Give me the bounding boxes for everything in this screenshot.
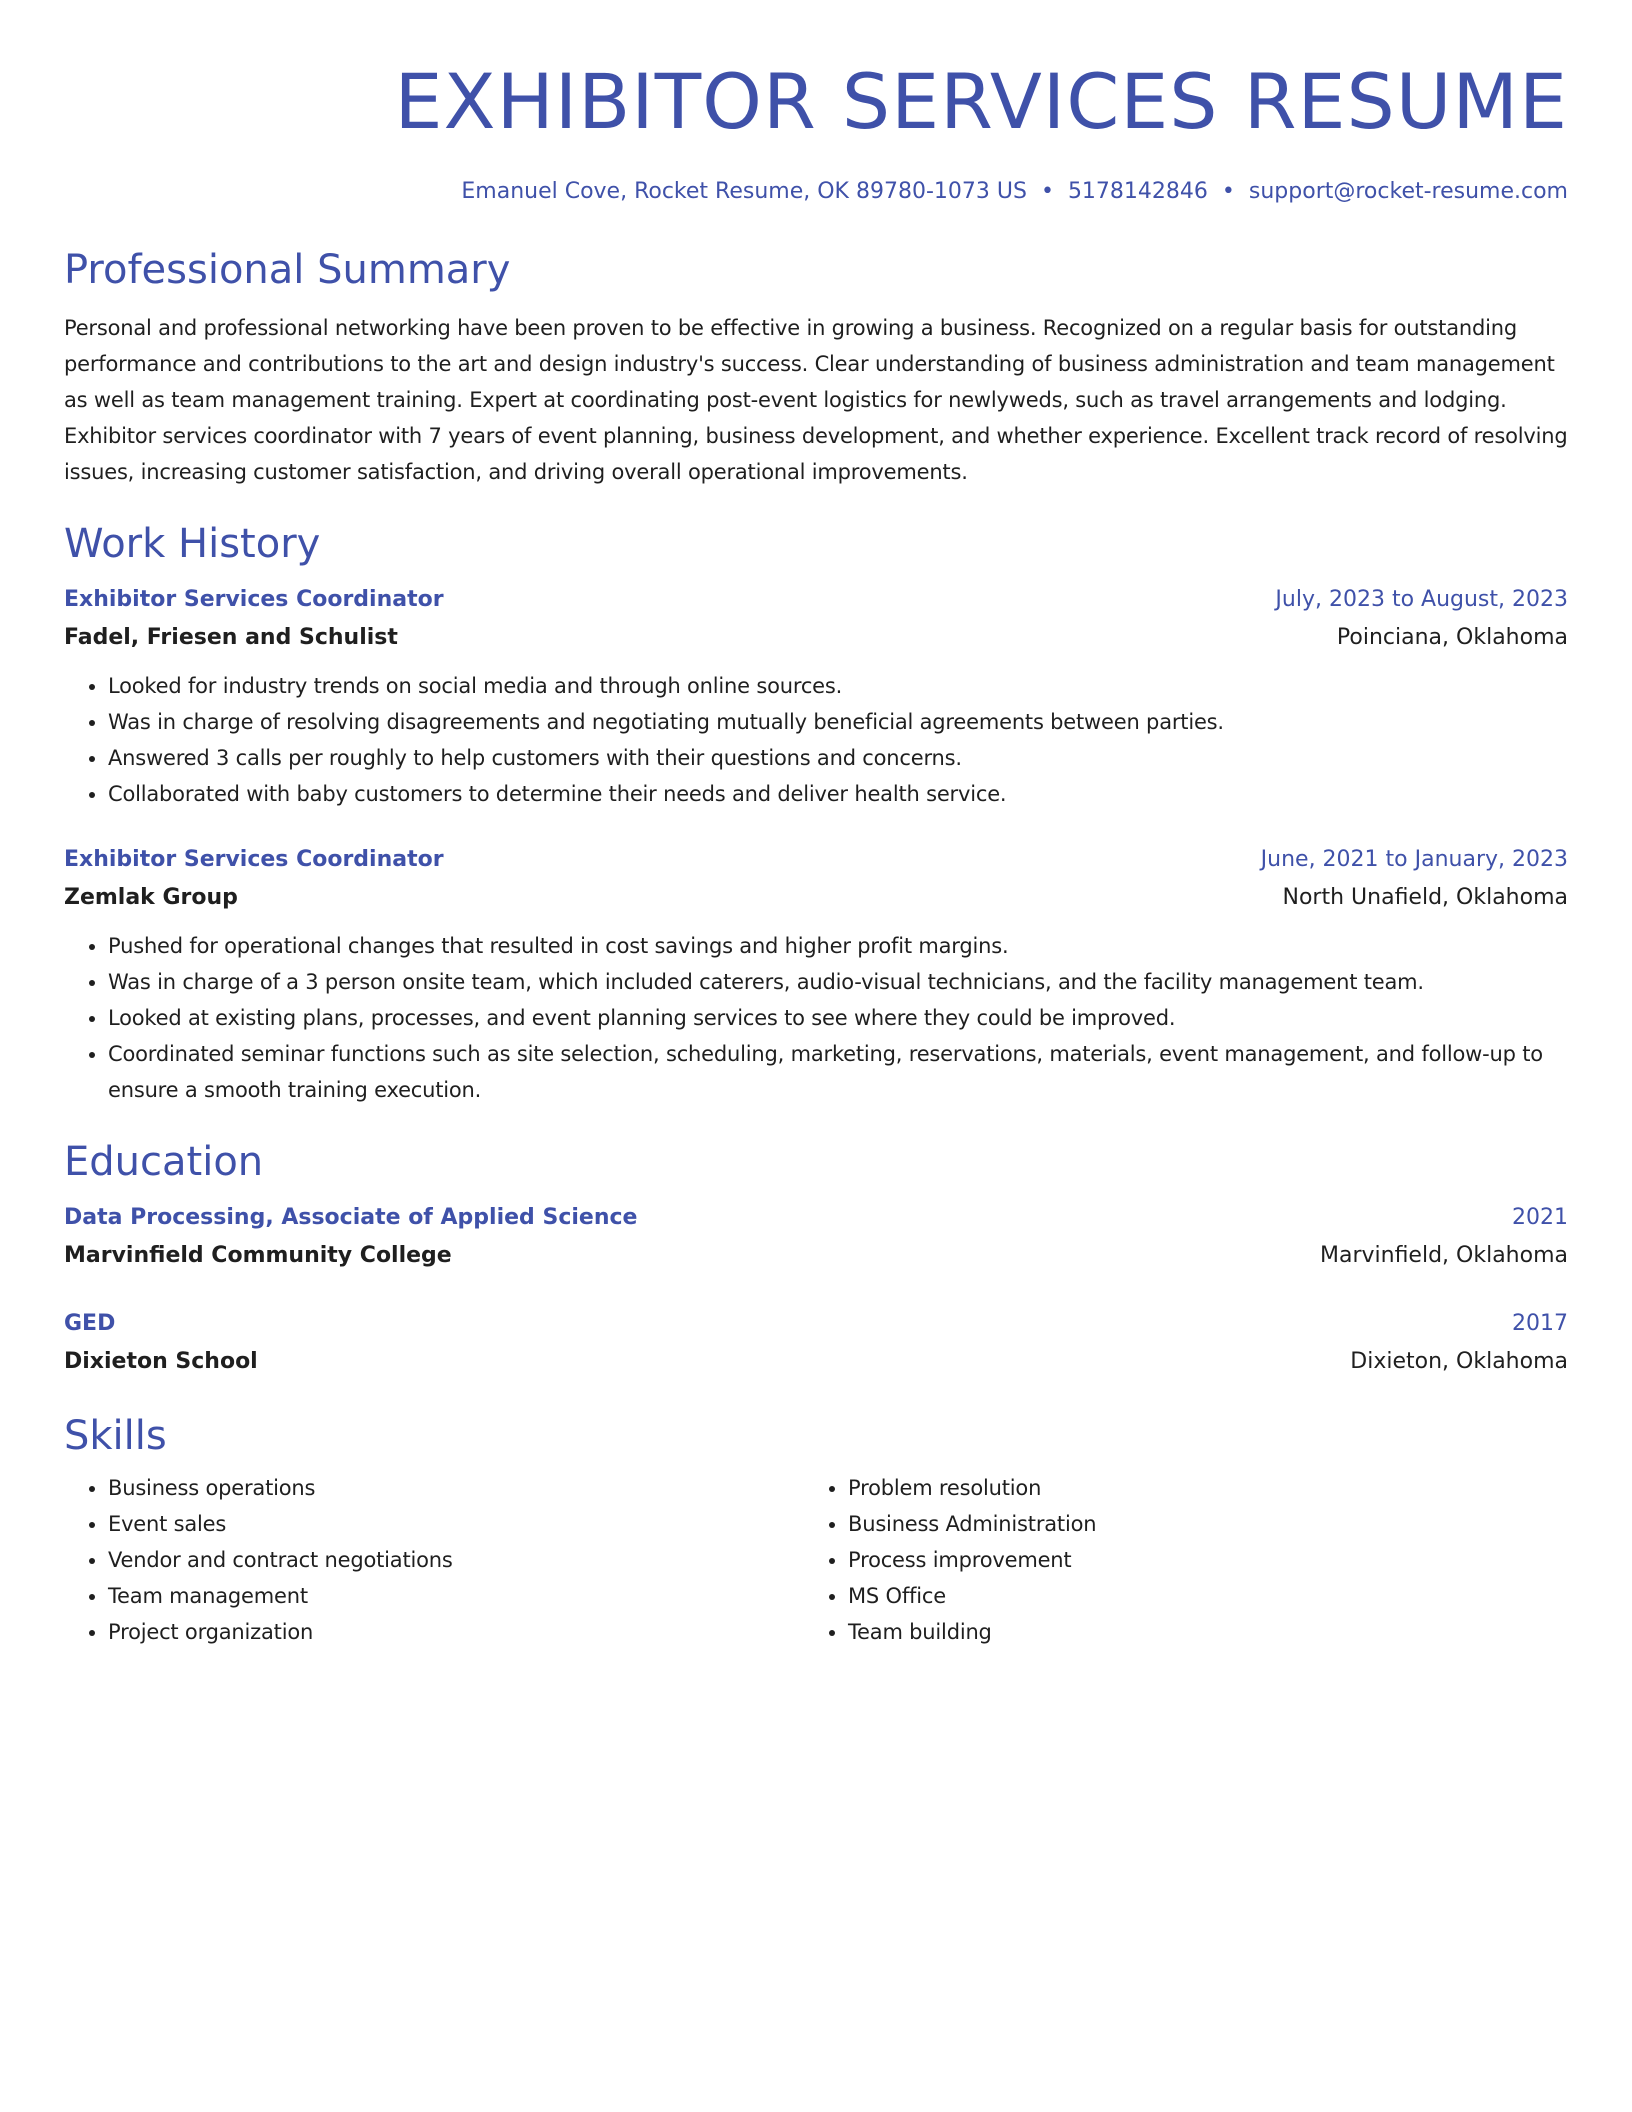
job-location: Poinciana, Oklahoma <box>1336 625 1568 650</box>
job-bullets <box>64 668 1568 812</box>
job-bullet: • Was in charge of a 3 person onsite team, which included caterers, audio-visual technicians, and the facility management team. <box>108 964 1568 1000</box>
school-name: Dixieton School <box>64 1349 258 1374</box>
degree-title: Data Processing, Associate of Applied Science <box>64 1205 638 1230</box>
job-bullet: • Looked at existing plans, processes, and event planning services to see where they could be improved. <box>108 1000 1568 1036</box>
school-location: Marvinfield, Oklahoma <box>1319 1243 1568 1268</box>
work-history-section <box>64 520 1568 1108</box>
contact-separator: • <box>1221 179 1235 204</box>
skill-item: • Business Administration <box>848 1506 1544 1542</box>
school-location: Dixieton, Oklahoma <box>1350 1349 1568 1374</box>
contact-address: Emanuel Cove, Rocket Resume, OK 89780-1073 US <box>461 179 1027 204</box>
job-bullet: • Pushed for operational changes that resulted in cost savings and higher profit margins. <box>108 928 1568 964</box>
job-bullet: • Looked for industry trends on social media and through online sources. <box>108 668 1568 704</box>
education-year: 2017 <box>1512 1311 1568 1336</box>
school-name: Marvinfield Community College <box>64 1243 452 1268</box>
summary-heading: Professional Summary <box>64 247 511 293</box>
skill-item: • Business operations <box>108 1470 804 1506</box>
skill-item: • Team building <box>848 1614 1544 1650</box>
skill-item: • Event sales <box>108 1506 804 1542</box>
education-entry <box>64 1306 1568 1382</box>
job-dates: July, 2023 to August, 2023 <box>1275 587 1568 612</box>
contact-separator: • <box>1040 179 1054 204</box>
summary-section <box>64 246 1568 490</box>
job-location: North Unafield, Oklahoma <box>1282 885 1568 910</box>
degree-title: GED <box>64 1311 116 1336</box>
skill-item: • Vendor and contract negotiations <box>108 1542 804 1578</box>
job-bullets <box>64 928 1568 1108</box>
job-bullet: • Coordinated seminar functions such as site selection, scheduling, marketing, reservations, materials, event management, and follow-up to ensure a smooth training execution. <box>108 1036 1568 1108</box>
job-entry <box>64 842 1568 1108</box>
skill-item: • Problem resolution <box>848 1470 1544 1506</box>
skills-section <box>64 1412 1568 1650</box>
job-entry <box>64 582 1568 812</box>
skill-item: • MS Office <box>848 1578 1544 1614</box>
contact-email: support@rocket-resume.com <box>1248 179 1568 204</box>
job-bullet: • Was in charge of resolving disagreements and negotiating mutually beneficial agreements between parties. <box>108 704 1568 740</box>
company-name: Zemlak Group <box>64 885 238 910</box>
education-entry <box>64 1200 1568 1276</box>
summary-text: Personal and professional networking have been proven to be effective in growing a business. Recognized on a regular basis for outstanding performance and contributions to the art and design industry's success. Clear understanding of business administration and team management as well as team management training. Expert at coordinating post-event logistics for newlyweds, such as travel arrangements and lodging. Exhibitor services coordinator with 7 years of event planning, business development, and whether experience. Excellent track record of resolving issues, increasing customer satisfaction, and driving overall operational improvements. <box>64 316 1568 484</box>
job-bullet: • Answered 3 calls per roughly to help customers with their questions and concerns. <box>108 740 1568 776</box>
education-year: 2021 <box>1512 1205 1568 1230</box>
education-heading: Education <box>64 1139 264 1185</box>
skill-item: • Process improvement <box>848 1542 1544 1578</box>
skill-item: • Project organization <box>108 1614 804 1650</box>
job-title: Exhibitor Services Coordinator <box>64 847 444 872</box>
skills-grid <box>64 1470 1568 1650</box>
education-section <box>64 1138 1568 1382</box>
contact-line <box>64 178 1568 206</box>
skills-list-left <box>64 1470 804 1650</box>
skills-list-right <box>804 1470 1544 1650</box>
job-dates: June, 2021 to January, 2023 <box>1260 847 1568 872</box>
contact-phone: 5178142846 <box>1067 179 1208 204</box>
job-bullet: • Collaborated with baby customers to determine their needs and deliver health service. <box>108 776 1568 812</box>
job-title: Exhibitor Services Coordinator <box>64 587 444 612</box>
company-name: Fadel, Friesen and Schulist <box>64 625 398 650</box>
skills-heading: Skills <box>64 1413 167 1459</box>
work-history-heading: Work History <box>64 521 321 567</box>
resume-header <box>64 0 1568 206</box>
skill-item: • Team management <box>108 1578 804 1614</box>
resume-title: EXHIBITOR SERVICES RESUME <box>394 57 1568 146</box>
